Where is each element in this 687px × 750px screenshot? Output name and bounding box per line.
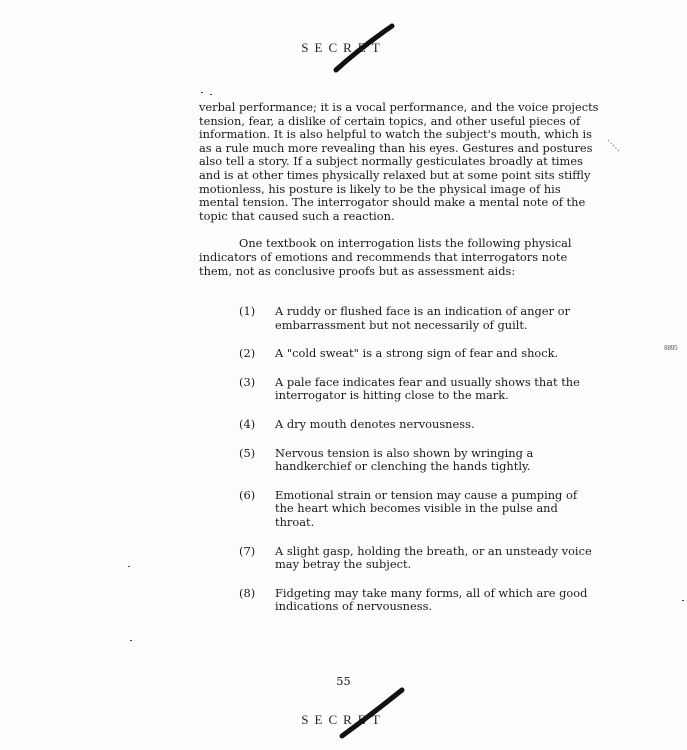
margin-note: 8895 [664,345,678,352]
paragraph-1: verbal performance; it is a vocal performance, and the voice projects tension, fear, a dislike of certain topics, and other useful pieces of information. It is also helpful to watch the subject's mouth, which is as a rule much more revealing than his eyes. Gestures and postures also tell a story. If a subject normally gesticulates broadly at times and is at other times physically relaxed but at some point sits stiffly motionless, his posture is likely to be the physical image of his mental tension. The interrogator should make a mental note of the topic that caused such a reaction. [199,100,599,223]
item-number: (2) [239,346,256,361]
item-number: (4) [239,416,256,431]
item-number: (3) [239,374,256,389]
item-text: A dry mouth denotes nervousness. [275,416,475,431]
item-text: Fidgeting may take many forms, all of which are good indications of nervousness. [275,585,588,614]
item-number: (7) [239,543,256,558]
item-text: A slight gasp, holding the breath, or an unsteady voice may betray the subject. [275,543,592,572]
classification-footer: SECRET [301,712,386,727]
scan-speck [128,566,130,567]
page-number: 55 [336,674,351,688]
scan-speck [210,94,212,95]
list-item [239,418,599,432]
scan-speck [682,600,684,601]
item-number: (8) [239,585,256,600]
item-number: (1) [239,304,256,318]
list-item [239,447,599,474]
item-text: Nervous tension is also shown by wringing a handkerchief or clenching the hands tightly. [275,445,534,474]
item-text: Emotional strain or tension may cause a pumping of the heart which becomes visible in the pulse and throat. [275,487,578,529]
item-text: A "cold sweat" is a strong sign of fear and shock. [275,346,559,361]
scan-speck [201,92,203,93]
item-text: A pale face indicates fear and usually shows that the interrogator is hitting close to the mark. [275,374,580,403]
list-item [239,376,599,403]
stray-mark [608,140,620,152]
list-item [239,545,599,572]
classification-header: SECRET [301,40,386,55]
item-number: (6) [239,487,256,502]
indicators-list [239,305,599,614]
list-item [239,587,599,614]
list-item [239,489,599,530]
list-item [239,305,599,332]
scan-speck [130,640,132,641]
list-item [239,347,599,361]
item-number: (5) [239,445,256,460]
paragraph-2: One textbook on interrogation lists the following physical indicators of emotions and recommends that interrogators note them, not as conclusive proofs but as assessment aids: [199,236,572,278]
body-text [199,101,599,278]
item-text: A ruddy or flushed face is an indication of anger or embarrassment but not necessarily of guilt. [275,304,570,332]
